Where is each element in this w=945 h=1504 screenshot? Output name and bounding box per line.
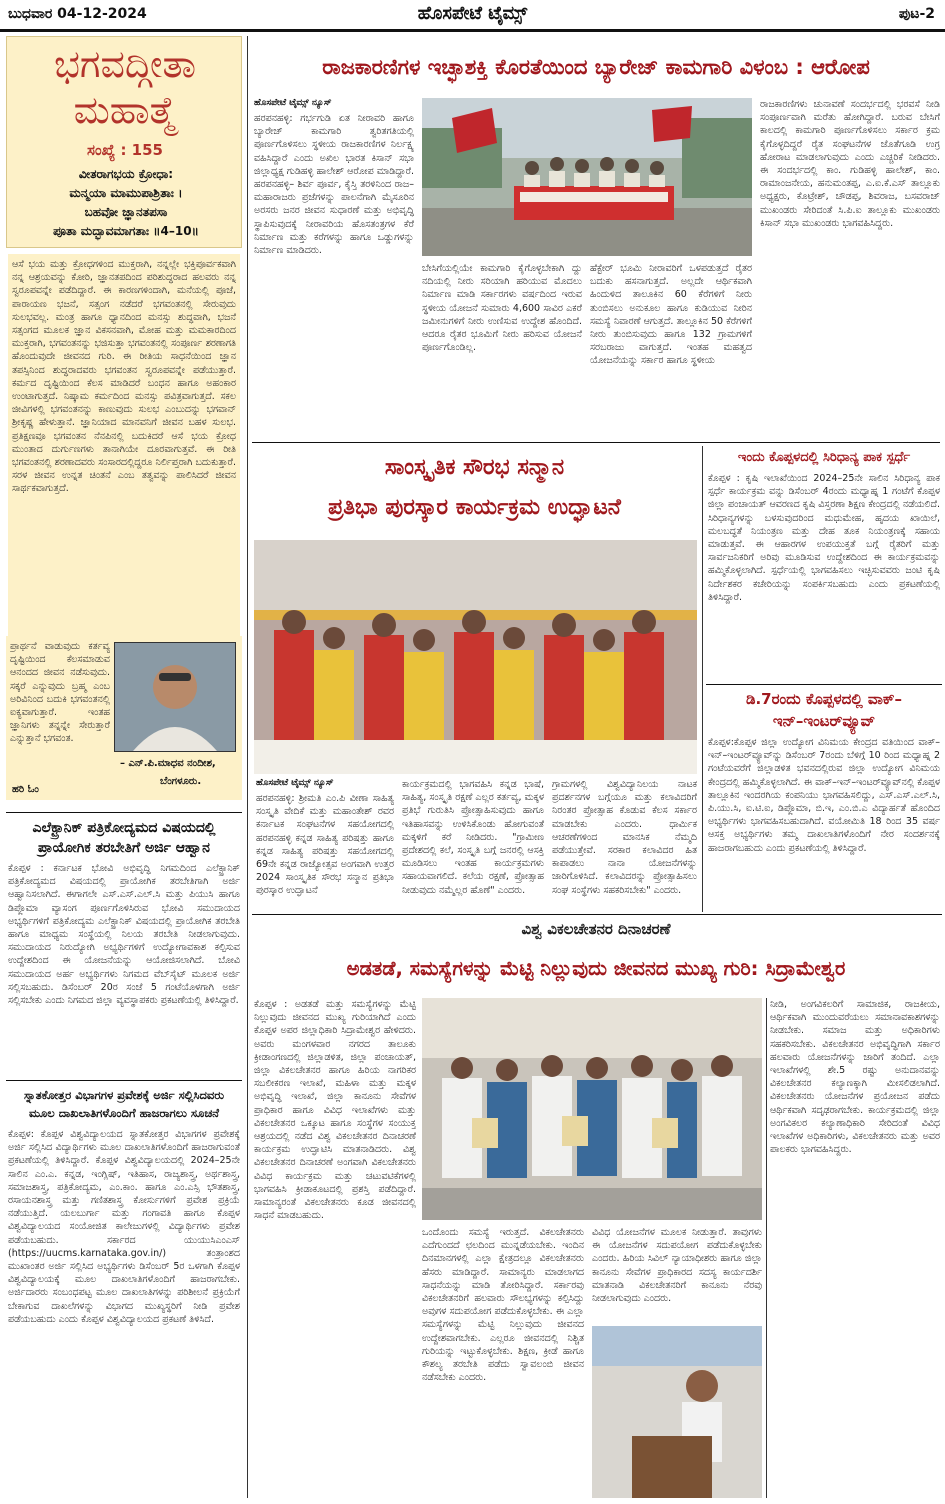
pg-body: ಕೊಪ್ಪಳ: ಕೊಪ್ಪಳ ವಿಶ್ವವಿದ್ಯಾಲಯದ ಸ್ನಾತಕೋತ್ತರ ವಿಭಾಗಗಳ ಪ್ರವೇಶಕ್ಕೆ ಅರ್ಜಿ ಸಲ್ಲಿಸಿದ ವಿದ್ಯಾರ್ಥಿಗಳು ಮೂಲ ದಾಖಲಾತಿಗಳೊಂದಿಗೆ ಹಾಜರಾಗುವಂತೆ ಪ್ರಕಟಣೆಯಲ್ಲಿ ತಿಳಿಸಿದ್ದಾರೆ. ಕೊಪ್ಪಳ ವಿಶ್ವವಿದ್ಯಾಲಯದಲ್ಲಿ 2024–25ನೇ ಸಾಲಿನ ಎಂ.ಎ. ಕನ್ನಡ, ಇಂಗ್ಲಿಷ್, ಇತಿಹಾಸ, ರಾಜ್ಯಶಾಸ್ತ್ರ, ಅರ್ಥಶಾಸ್ತ್ರ, ಸಮಾಜಶಾಸ್ತ್ರ, ಪತ್ರಿಕೋದ್ಯಮ, ಎಂ.ಕಾಂ. ಹಾಗೂ ಎಂ.ಎಸ್ಸಿ ಭೌತಶಾಸ್ತ್ರ, ರಸಾಯನಶಾಸ್ತ್ರ ಮತ್ತು ಗಣಿತಶಾಸ್ತ್ರ ಕೋರ್ಸುಗಳಿಗೆ ಪ್ರವೇಶ ಪ್ರಕ್ರಿಯೆ ನಡೆಯುತ್ತಿದೆ. ಯಲಬುರ್ಗಾ ಮತ್ತು ಗಂಗಾವತಿ ಹಾಗೂ ಕೊಪ್ಪಳ ವಿಶ್ವವಿದ್ಯಾಲಯದ ಸಂಯೋಜಿತ ಕಾಲೇಜುಗಳಲ್ಲಿ ವಿದ್ಯಾರ್ಥಿಗಳು ಪ್ರವೇಶ ಪಡೆಯಬಹುದು. ಸರ್ಕಾರದ ಯುಯುಸಿಎಂಎಸ್ (https://uucms.karnataka.gov.in/) ತಂತ್ರಾಂಶದ ಮುಖಾಂತರ ಅರ್ಜಿ ಸಲ್ಲಿಸಿದ ಅಭ್ಯರ್ಥಿಗಳು ಡಿಸೆಂಬರ್ 5ರ ಒಳಗಾಗಿ ಕೊಪ್ಪಳ ವಿಶ್ವವಿದ್ಯಾಲಯಕ್ಕೆ ಮೂಲ ದಾಖಲಾತಿಗಳೊಂದಿಗೆ ಹಾಜರಾಗಬೇಕು. ಅರ್ಜಿದಾರರು ಸಂಬಂಧಪಟ್ಟ ಮೂಲ ದಾಖಲಾತಿಗಳನ್ನು ಪರಿಶೀಲನೆ ಪ್ರಕ್ರಿಯೆಗೆ ಬೇಕಾಗುವ ದಾಖಲೆಗಳನ್ನು ವಿಭಾಗದ ಮುಖ್ಯಸ್ಥರಿಗೆ ನೀಡಿ ಪ್ರವೇಶ ಪಡೆಯಬಹುದು ಎಂದು ಕೊಪ್ಪಳ ವಿಶ್ವವಿದ್ಯಾಲಯದ ಪ್ರಕಟಣೆ ತಿಳಿಸಿದೆ. xyxy=(8,1129,240,1325)
protest-photo xyxy=(422,98,752,256)
pg-headline-line2: ಮೂಲ ದಾಖಲಾತಿಗಳೊಂದಿಗೆ ಹಾಜರಾಗಲು ಸೂಚನೆ xyxy=(28,1106,220,1120)
disability-column-4: ನೀಡಿ, ಅಂಗವಿಕಲರಿಗೆ ಸಾಮಾಜಿಕ, ರಾಜಕೀಯ, ಆರ್ಥಿಕವಾಗಿ ಮುಂದುವರೆಯಲು ಸಮಾನಾವಕಾಶಗಳನ್ನು ನೀಡಬೇಕು. ಸಮಾಜ ಮತ್ತು ಅಧಿಕಾರಿಗಳು ಸಹಕರಿಸಬೇಕು. ವಿಕಲಚೇತನರ ಅಭಿವೃದ್ಧಿಗಾಗಿ ಸರ್ಕಾರ ಹಲವಾರು ಯೋಜನೆಗಳನ್ನು ಜಾರಿಗೆ ತಂದಿದೆ. ಎಲ್ಲಾ ಇಲಾಖೆಗಳಲ್ಲಿ ಶೇ.5 ರಷ್ಟು ಅನುದಾನವನ್ನು ವಿಕಲಚೇತನರ ಕಲ್ಯಾಣಕ್ಕಾಗಿ ಮೀಸಲಿಡಲಾಗಿದೆ. ವಿಕಲಚೇತನರು ಯೋಜನೆಗಳ ಪ್ರಯೋಜನ ಪಡೆದು ಆರ್ಥಿಕವಾಗಿ ಸದೃಢರಾಗಬೇಕು. ಕಾರ್ಯಕ್ರಮದಲ್ಲಿ ಜಿಲ್ಲಾ ಅಂಗವಿಕಲರ ಕಲ್ಯಾಣಾಧಿಕಾರಿ ಸೇರಿದಂತೆ ವಿವಿಧ ಇಲಾಖೆಗಳ ಅಧಿಕಾರಿಗಳು, ವಿಕಲಚೇತನರು ಮತ್ತು ಅವರ ಪಾಲಕರು ಭಾಗವಹಿಸಿದ್ದರು. xyxy=(770,999,940,1156)
barrage-column-3: ಬೇಸಿಗೆಯಲ್ಲಿಯೇ ಕಾಮಗಾರಿ ಕೈಗೊಳ್ಳಬೇಕಾಗಿ ದ್ದು ನದಿಯಲ್ಲಿ ನೀರು ಸರಿಯಾಗಿ ಹರಿಯುವ ಮೊದಲು ನಿರ್ಮಾಣ ಮಾಡಿ ಸರ್ಕಾರಗಳು ವರ್ಷದಿಂದ ಇರುವ ಸ್ಥಳೀಯ ಯೋಜನೆ ಸುಮಾರು 4,600 ಸಾವಿರ ಎಕರೆ ಜಮೀನುಗಳಿಗೆ ನೀರು ಉಣಿಸುವ ಉದ್ದೇಶ ಹೊಂದಿದೆ. ಆದರೂ ರೈತರ ಭೂಮಿಗೆ ನೀರು ಹರಿಸುವ ಯೋಜನೆ ಪೂರ್ಣಗೊಂಡಿಲ್ಲ. xyxy=(422,263,582,354)
gita-verse-2: ಮನ್ಮಯಾ ಮಾಮುಪಾಶ್ರಿತಾಃ । xyxy=(69,186,183,200)
author-portrait-icon xyxy=(115,643,235,751)
gita-closing: ಹರಿ ಓಂ xyxy=(12,784,39,795)
protest-scene-icon xyxy=(422,98,752,256)
speaker-photo xyxy=(592,1326,762,1498)
disability-event-scene-icon xyxy=(422,998,762,1220)
siridhanya-body: ಕೊಪ್ಪಳ : ಕೃಷಿ ಇಲಾಖೆಯಿಂದ 2024–25ನೇ ಸಾಲಿನ ಸಿರಿಧಾನ್ಯ ಪಾಕ ಸ್ಪರ್ಧೆ ಕಾರ್ಯಕ್ರಮ ವನ್ನು ಡಿಸೆಂಬರ್ 4ರಂದು ಮಧ್ಯಾಹ್ನ 1 ಗಂಟೆಗೆ ಕೊಪ್ಪಳ ಜಿಲ್ಲಾ ಪಂಚಾಯತ್ ಆವರಣದ ಕೃಷಿ ವಿಸ್ತರಣಾ ಶಿಕ್ಷಣ ಕೇಂದ್ರದಲ್ಲಿ ನಡೆಯಲಿದೆ. ಸಿರಿಧಾನ್ಯಗಳನ್ನು ಬಳಸುವುದರಿಂದ ಮಧುಮೇಹ, ಹೃದಯ ಖಾಯಿಲೆ, ಮಲಬದ್ಧತೆ ನಿಯಂತ್ರಣ ಮತ್ತು ದೇಹ ತೂಕ ನಿಯಂತ್ರಣಕ್ಕೆ ಸಹಾಯ ಮಾಡುತ್ತವೆ. ಈ ಆಹಾರಗಳ ಉಪಯುಕ್ತತೆ ಬಗ್ಗೆ ರೈತರಿಗೆ ಮತ್ತು ಸಾರ್ವಜನಿಕರಿಗೆ ಅರಿವು ಮೂಡಿಸುವ ಉದ್ದೇಶದಿಂದ ಈ ಕಾರ್ಯಕ್ರಮವನ್ನು ಹಮ್ಮಿಕೊಳ್ಳಲಾಗಿದೆ. ಸ್ಪರ್ಧೆಯಲ್ಲಿ ಭಾಗವಹಿಸಲು ಇಚ್ಛಿಸುವವರು ಜಂಟಿ ಕೃಷಿ ನಿರ್ದೇಶಕರ ಕಚೇರಿಯನ್ನು ಸಂಪರ್ಕಿಸಬಹುದು ಎಂದು ಪ್ರಕಟಣೆಯಲ್ಲಿ ತಿಳಿಸಿದ್ದಾರೆ. xyxy=(708,473,940,603)
gita-commentary-2: ಪ್ರಾರ್ಥನೆ ವಾಡುವುದು ಕರ್ತವ್ಯ ದೃಷ್ಟಿಯಿಂದ ಕೆಲಸಮಾಡುವ ಆನಂದದ ಜೀವನ ನಡೆಸುವುದು. ಸಕ್ಕರೆ ಎನ್ನುವುದು ಬ್ರಹ್ಮ ಎಂಬ ಅರಿವಿನಿಂದ ಬದುಕಿ ಭಗವಂತನಲ್ಲಿ ಐಕ್ಯವಾಗುತ್ತಾರೆ. ಇಂತಹ ಜ್ಞಾನಿಗಳು ತನ್ನನ್ನೇ ಸೇರುತ್ತಾರೆ ಎನ್ನುತ್ತಾನೆ ಭಗವಂತ. xyxy=(10,641,110,745)
siridhanya-headline: ಇಂದು ಕೊಪ್ಪಳದಲ್ಲಿ ಸಿರಿಧಾನ್ಯ ಪಾಕ ಸ್ಪರ್ಧೆ xyxy=(737,450,911,465)
gita-title-line1: ಭಗವದ್ಗೀತಾ xyxy=(53,42,197,86)
barrage-byline: ಹೊಸಪೇಟೆ ಟೈಮ್ಸ್ ನ್ಯೂಸ್ xyxy=(254,98,332,108)
award-ceremony-photo xyxy=(254,540,697,774)
disability-column-2: ಒಂದೊಂದು ಸಮಸ್ಯೆ ಇರುತ್ತದೆ. ವಿಕಲಚೇತನರು ಎದೆಗುಂದದೆ ಛಲದಿಂದ ಮುನ್ನಡೆಯಬೇಕು. ಇಂದಿನ ದಿನಮಾನಗಳಲ್ಲಿ ಎಲ್ಲಾ ಕ್ಷೇತ್ರದಲ್ಲೂ ವಿಕಲಚೇತನರು ಹೆಸರು ಮಾಡಿದ್ದಾರೆ. ಸಾಮಾನ್ಯರು ಮಾಡಲಾಗದ ಸಾಧನೆಯನ್ನು ಮಾಡಿ ತೋರಿಸಿದ್ದಾರೆ. ಸರ್ಕಾರವು ವಿಕಲಚೇತನರಿಗೆ ಹಲವಾರು ಸೌಲಭ್ಯಗಳನ್ನು ಕಲ್ಪಿಸಿದ್ದು ಅವುಗಳ ಸದುಪಯೋಗ ಪಡೆದುಕೊಳ್ಳಬೇಕು. ಈ ಎಲ್ಲಾ ಸಮಸ್ಯೆಗಳನ್ನು ಮೆಟ್ಟಿ ನಿಲ್ಲುವುದು ಜೀವನದ ಉದ್ದೇಶವಾಗಬೇಕು. ಎಲ್ಲರೂ ಜೀವನದಲ್ಲಿ ನಿಶ್ಚಿತ ಗುರಿಯನ್ನು ಇಟ್ಟುಕೊಳ್ಳಬೇಕು. ಶಿಕ್ಷಣ, ಕ್ರೀಡೆ ಹಾಗೂ ಕೌಶಲ್ಯ ತರಬೇತಿ ಪಡೆದು ಸ್ವಾವಲಂಬಿ ಜೀವನ ನಡೆಸಬೇಕು ಎಂದರು. xyxy=(422,1227,584,1384)
gita-title xyxy=(7,41,243,133)
barrage-column-1: ಹರಪನಹಳ್ಳಿ: ಗರ್ಭಗುಡಿ ಏತ ನೀರಾವರಿ ಹಾಗೂ ಬ್ಯಾರೇಜ್ ಕಾಮಗಾರಿ ತ್ವರಿತಗತಿಯಲ್ಲಿ ಪೂರ್ಣಗೊಳಿಸಲು ಸ್ಥಳೀಯ ರಾಜಕಾರಣಿಗಳ ನಿರ್ಲಕ್ಷ್ಯ ವಹಿಸಿದ್ದಾರೆ ಎಂದು ಅಖಿಲ ಭಾರತ ಕಿಸಾನ್ ಸಭಾ ಜಿಲ್ಲಾಧ್ಯಕ್ಷ ಗುಡಿಹಳ್ಳಿ ಹಾಲೇಶ್ ಆರೋಪ ಮಾಡಿದ್ದಾರೆ. ಹರಪನಹಳ್ಳಿ– ಶಿರ್ವ ಪೂರ್ವ, ಕೈಸ್ತಿ ತರಳಿನಿಂದ ರಾಜ–ಮಹಾರಾಜರು ಪ್ರಜೆಗಳನ್ನು ಪಾಲನೆಗಾಗಿ ಮೈಸೂರಿನ ಅರಸರು ಜನರ ಜೀವನ ಸುಧಾರಣೆ ಮತ್ತು ಅಭಿವೃದ್ಧಿ ಸ್ಥಾಪಿಸುವುದಕ್ಕೆ ನೀರಾವರಿಯ ಹೊಸತಂತ್ರಗಳ ಕೆರೆ ನಿರ್ಮಾಣ ಮತ್ತು ಕರೆಗಳನ್ನು ಹಾಗೂ ಒಡ್ಡುಗಳನ್ನು ನಿರ್ಮಾಣ ಮಾಡಿದರು. xyxy=(254,113,414,257)
walkin-headline-line1: ಡಿ.7ರಂದು ಕೊಪ್ಪಳದಲ್ಲಿ ವಾಕ್– xyxy=(746,690,902,708)
award-ceremony-scene-icon xyxy=(254,540,697,774)
gita-number: ಸಂಖ್ಯೆ : 155 xyxy=(87,141,163,159)
barrage-column-5: ರಾಜಕಾರಣಿಗಳು ಚುನಾವಣೆ ಸಂದರ್ಭದಲ್ಲಿ ಭರವಸೆ ನೀಡಿ ಸಂಪೂರ್ಣವಾಗಿ ಮರೆತು ಹೋಗಿದ್ದಾರೆ. ಬರುವ ಬೇಸಿಗೆ ಕಾಲದಲ್ಲಿ ಕಾಮಗಾರಿ ಪೂರ್ಣಗೊಳಿಸಲು ಸರ್ಕಾರ ಕ್ರಮ ಕೈಗೊಳ್ಳದಿದ್ದರೆ ರೈತ ಸಂಘಟನೆಗಳ ಜೊತೆಗೂಡಿ ಉಗ್ರ ಹೋರಾಟ ಮಾಡಲಾಗುವುದು ಎಂದು ಎಚ್ಚರಿಕೆ ನೀಡಿದರು. ಈ ಸಂದರ್ಭದಲ್ಲಿ ಕಾಂ. ಗುಡಿಹಳ್ಳಿ ಹಾಲೇಶ್, ಕಾಂ. ರಾಮಾಂಜನೇಯ, ಹನುಮಂತಪ್ಪ, ಎ.ಐ.ಕೆ.ಎಸ್ ತಾಲ್ಲೂಕು ಅಧ್ಯಕ್ಷರು, ಕೊಟ್ರೇಶ್, ಚೌಡಪ್ಪ, ಶಿವರಾಜ, ಬಸವರಾಜ್ ಮುಖಂಡರು ಸೇರಿದಂತೆ ಸಿ.ಪಿ.ಐ ತಾಲ್ಲೂಕು ಮುಖಂಡರು ಕಿಸಾನ್ ಸಭಾ ಮುಖಂಡರು ಭಾಗವಹಿಸಿದ್ದರು. xyxy=(760,99,940,229)
issue-date: ಬುಧವಾರ 04-12-2024 xyxy=(8,6,147,22)
samskrutika-byline: ಹೊಸಪೇಟೆ ಟೈಮ್ಸ್ ನ್ಯೂಸ್ xyxy=(256,778,334,788)
gita-box xyxy=(6,36,242,248)
speaker-at-podium-icon xyxy=(592,1326,762,1498)
samskrutika-headline xyxy=(252,448,697,528)
divider xyxy=(6,1080,242,1081)
electronic-body: ಕೊಪ್ಪಳ : ಕರ್ನಾಟಕ ಭೋವಿ ಅಭಿವೃದ್ಧಿ ನಿಗಮದಿಂದ ಎಲೆಕ್ಟ್ರಾನಿಕ್ ಪತ್ರಿಕೋದ್ಯಮದ ವಿಷಯದಲ್ಲಿ ಪ್ರಾಯೋಗಿಕ ತರಬೇತಿಗಾಗಿ ಅರ್ಜಿ ಆಹ್ವಾನಿಸಲಾಗಿದೆ. ಈಗಾಗಲೇ ಎಸ್.ಎಸ್.ಎಲ್.ಸಿ ಮತ್ತು ಪಿಯುಸಿ ಹಾಗೂ ಡಿಪ್ಲೊಮಾ ವ್ಯಾಸಂಗ ಪೂರ್ಣಗೊಳಿಸಿರುವ ಭೋವಿ ಸಮುದಾಯದ ಅಭ್ಯರ್ಥಿಗಳಿಗೆ ಪತ್ರಿಕೋದ್ಯಮ ಎಲೆಕ್ಟ್ರಾನಿಕ್ ವಿಷಯದಲ್ಲಿ ಪ್ರಾಯೋಗಿಕ ತರಬೇತಿ ಹಾಗೂ ಮಾಧ್ಯಮ ಸಂಸ್ಥೆಯಲ್ಲಿ ನಿಲಯ ತರಬೇತಿ ನೀಡಲಾಗುವುದು. ಸಮುದಾಯದ ನಿರುದ್ಯೋಗಿ ಅಭ್ಯರ್ಥಿಗಳಿಗೆ ಉದ್ಯೋಗಾವಕಾಶ ಕಲ್ಪಿಸುವ ಉದ್ದೇಶದಿಂದ ಈ ಯೋಜನೆಯನ್ನು ಆಯೋಜಿಸಲಾಗಿದೆ. ಬೋವಿ ಸಮುದಾಯದ ಅರ್ಹ ಅಭ್ಯರ್ಥಿಗಳು ನಿಗಮದ ವೆಬ್‌ಸೈಟ್ ಮೂಲಕ ಅರ್ಜಿ ಸಲ್ಲಿಸಬಹುದು. ಡಿಸೆಂಬರ್ 20ರ ಸಂಜೆ 5 ಗಂಟೆಯೊಳಗಾಗಿ ಅರ್ಜಿ ಸಲ್ಲಿಸಬೇಕು ಎಂದು ನಿಗಮದ ಜಿಲ್ಲಾ ವ್ಯವಸ್ಥಾಪಕರು ಪ್ರಕಟಣೆಯಲ್ಲಿ ತಿಳಿಸಿದ್ದಾರೆ. xyxy=(8,863,240,1007)
walkin-body: ಕೊಪ್ಪಳ:ಕೊಪ್ಪಳ ಜಿಲ್ಲಾ ಉದ್ಯೋಗ ವಿನಿಮಯ ಕೇಂದ್ರದ ವತಿಯಿಂದ ವಾಕ್–ಇನ್–ಇಂಟರ್‌ವ್ಯೂವ್‌ನ್ನು ಡಿಸೆಂಬರ್ 7ರಂದು ಬೆಳಿಗ್ಗೆ 10 ರಿಂದ ಮಧ್ಯಾಹ್ನ 2 ಗಂಟೆಯವರೆಗೆ ಜಿಲ್ಲಾಡಳಿತ ಭವನದಲ್ಲಿರುವ ಜಿಲ್ಲಾ ಉದ್ಯೋಗ ವಿನಿಮಯ ಕೇಂದ್ರದಲ್ಲಿ ಹಮ್ಮಿಕೊಳ್ಳಲಾಗಿದೆ. ಈ ವಾಕ್–ಇನ್–ಇಂಟರ್‌ವ್ಯೂವ್‌ನಲ್ಲಿ ಕೊಪ್ಪಳ ತಾಲ್ಲೂಕಿನ ಇಂದರಗಿಯ ಕಂಪನಿಯು ಭಾಗವಹಿಸಲಿದ್ದು, ಎಸ್.ಎಸ್.ಎಲ್.ಸಿ, ಪಿ.ಯು.ಸಿ, ಐ.ಟಿ.ಐ, ಡಿಪ್ಲೊಮಾ, ಬಿ.ಇ, ಎಂ.ಬಿ.ಎ ವಿದ್ಯಾರ್ಹತೆ ಹೊಂದಿದ ಅಭ್ಯರ್ಥಿಗಳು ಭಾಗವಹಿಸಬಹುದಾಗಿದೆ. ವಯೋಮಿತಿ 18 ರಿಂದ 35 ವರ್ಷ ಆಸಕ್ತ ಅಭ್ಯರ್ಥಿಗಳು ತಮ್ಮ ದಾಖಲಾತಿಗಳೊಂದಿಗೆ ನೇರ ಸಂದರ್ಶನಕ್ಕೆ ಹಾಜರಾಗಬಹುದು ಎಂದು ಪ್ರಕಟಣೆಯಲ್ಲಿ ತಿಳಿಸಿದ್ದಾರೆ. xyxy=(708,737,940,854)
newspaper-title: ಹೊಸಪೇಟೆ ಟೈಮ್ಸ್ xyxy=(417,3,528,24)
gita-verse-3: ಬಹವೋ ಜ್ಞಾನತಪಸಾ xyxy=(84,205,168,219)
walkin-headline xyxy=(706,688,942,732)
author-photo xyxy=(114,642,236,752)
disability-kicker: ವಿಶ್ವ ವಿಕಲಚೇತನರ ದಿನಾಚರಣೆ xyxy=(521,920,671,938)
gita-verse-1: ವೀತರಾಗಭಯ ಕ್ರೋಧಾ: xyxy=(78,167,174,181)
pg-headline-line1: ಸ್ನಾತಕೋತ್ತರ ವಿಭಾಗಗಳ ಪ್ರವೇಶಕ್ಕೆ ಅರ್ಜಿ ಸಲ್ಲಿಸಿದವರು xyxy=(23,1088,225,1102)
divider xyxy=(6,812,242,813)
divider xyxy=(706,684,942,685)
gita-commentary: ಆಸೆ ಭಯ ಮತ್ತು ಕ್ರೋಧಗಳಿಂದ ಮುಕ್ತರಾಗಿ, ನನ್ನಲ್ಲೇ ಭಕ್ತಿಪೂರ್ವಕವಾಗಿ ನನ್ನ ಆಶ್ರಯವನ್ನು ಕೋರಿ, ಜ್ಞಾನತಪದಿಂದ ಪರಿಶುದ್ಧರಾದ ಹಲವರು ನನ್ನ ಸ್ವರೂಪವನ್ನೇ ಪಡೆದಿದ್ದಾರೆ. ಈ ಕಾರಣಗಳಿಂದಾಗಿ, ಮನೆಯಲ್ಲಿ ಪೂಜೆ, ಪಾರಾಯಣ ಭಜನೆ, ಸತ್ಸಂಗ ನಡೆದರೆ ಭಗವಂತನಲ್ಲಿ ಸೇರುವುದು ಸುಲಭವಲ್ಲ. ಮಂತ್ರ ಹಾಗೂ ಧ್ಯಾನದಿಂದ ಮನಸ್ಸು ಶುದ್ಧವಾಗಿ, ಭಜನೆ ಸತ್ಸಂಗದ ಮೂಲಕ ಜ್ಞಾನ ವಿಕಸನವಾಗಿ, ಮೋಹ ಮತ್ತು ಮಮಕಾರದಿಂದ ಮುಕ್ತರಾಗಿ, ಭಗವಂತನನ್ನು ಭಜಿಸುತ್ತಾ ಭಗವಂತನಲ್ಲಿ ಸಂಪೂರ್ಣ ಶರಣಾಗತಿ ಹೊಂದುವುದೇ ಜೀವನದ ಗುರಿ. ಈ ರೀತಿಯ ಸಾಧನೆಯಿಂದ ಜ್ಞಾನ ತಪಸ್ಸಿನಿಂದ ಶುದ್ಧರಾದವರು ಭಗವಂತನ ಸ್ವರೂಪವನ್ನೇ ಪಡೆಯುತ್ತಾರೆ. ಕರ್ಮದ ದೃಷ್ಟಿಯಿಂದ ಕೆಲಸ ಮಾಡಿದರೆ ಬಂಧನ ಹಾಗೂ ಅಹಂಕಾರ ಉಂಟಾಗುತ್ತದೆ. ನಿಷ್ಕಾಮ ಕರ್ಮದಿಂದ ಮನಸ್ಸು ಪವಿತ್ರವಾಗುತ್ತದೆ. ಸಕಲ ಜೀವಿಗಳಲ್ಲಿ ಭಗವಂತನನ್ನು ಕಾಣುವುದು ಸುಲಭ ಎಂಬುದನ್ನು ಭಗವಾನ್ ಶ್ರೀಕೃಷ್ಣ ಹೇಳುತ್ತಾನೆ. ಜ್ಞಾನಿಯಾದ ಮಾನವನಿಗೆ ಜೀವನ ಬಹಳ ಸುಲಭ. ಪ್ರತಿಕ್ಷಣವೂ ಭಗವಂತನ ನೆನಪಿನಲ್ಲಿ ಬದುಕಿದರೆ ಆಸೆ ಭಯ ಕ್ರೋಧ ಮುಂತಾದ ದುರ್ಗುಣಗಳು ತಾನಾಗಿಯೇ ದೂರವಾಗುತ್ತವೆ. ಈ ರೀತಿ ಭಗವಂತನಲ್ಲಿ ಶರಣಾದವರು ಸಂಸಾರದಲ್ಲಿದ್ದರೂ ನಿರ್ಲಿಪ್ತರಾಗಿ ಬದುಕುತ್ತಾರೆ. ಸರಳ ಜೀವನ ಉನ್ನತ ಚಿಂತನೆ ಎಂಬ ತತ್ವವನ್ನು ಪಾಲಿಸಿದರೆ ಜೀವನ ಸಾರ್ಥಕವಾಗುತ್ತದೆ. xyxy=(8,254,240,636)
disability-event-photo xyxy=(422,998,762,1220)
page-number: ಪುಟ-2 xyxy=(898,6,935,22)
walkin-headline-line2: ಇನ್–ಇಂಟರ್‌ವ್ಯೂವ್ xyxy=(772,712,876,730)
pg-headline xyxy=(8,1086,240,1122)
column-rule xyxy=(766,998,767,1498)
gita-author-city: ಬೆಂಗಳೂರು. xyxy=(160,776,202,787)
gita-title-line2: ಮಹಾತ್ಮೆ xyxy=(73,88,177,132)
samskrutika-column-3: ಗ್ರಾಮಗಳಲ್ಲಿ ವಿಶ್ವವಿದ್ಯಾನಿಲಯ ನಾಟಕ ಪ್ರದರ್ಶನಗಳ ಬಗ್ಗೆಯೂ ಮತ್ತು ಕಲಾವಿದರಿಗೆ ನಿರಂತರ ಪ್ರೋತ್ಸಾಹ ಕೊಡುವ ಕೆಲಸ ಸರ್ಕಾರ ಮಾಡಬೇಕು ಎಂದರು. ಧಾರ್ಮಿಕ ಆಚರಣೆಗಳಿಂದ ಮಾನಸಿಕ ನೆಮ್ಮದಿ ಪಡೆಯುತ್ತೇವೆ. ಸರಕಾರ ಕಲಾವಿದರ ಹಿತ ಕಾಪಾಡಲು ನಾನಾ ಯೋಜನೆಗಳನ್ನು ಜಾರಿಗೊಳಿಸಿದೆ. ಕಲಾವಿದರನ್ನು ಪ್ರೋತ್ಸಾಹಿಸಲು ಸಂಘ ಸಂಸ್ಥೆಗಳು ಸಹಕರಿಸಬೇಕು" ಎಂದರು. xyxy=(552,779,697,896)
samskrutika-column-2: ಕಾರ್ಯಕ್ರಮದಲ್ಲಿ ಭಾಗವಹಿಸಿ ಕನ್ನಡ ಭಾಷೆ, ಸಾಹಿತ್ಯ, ಸಂಸ್ಕೃತಿ ರಕ್ಷಣೆ ಎಲ್ಲರ ಕರ್ತವ್ಯ, ಮಕ್ಕಳ ಪ್ರತಿಭೆ ಗುರುತಿಸಿ ಪ್ರೋತ್ಸಾಹಿಸುವುದು ಹಾಗೂ ಇತಿಹಾಸವನ್ನು ಉಳಿಸಿಕೊಂಡು ಹೋಗುವಂತೆ ಮಕ್ಕಳಿಗೆ ಕರೆ ನೀಡಿದರು. "ಗ್ರಾಮೀಣ ಪ್ರದೇಶದಲ್ಲಿ ಕಲೆ, ಸಂಸ್ಕೃತಿ ಬಗ್ಗೆ ಜನರಲ್ಲಿ ಆಸಕ್ತಿ ಮೂಡಿಸಲು ಇಂತಹ ಕಾರ್ಯಕ್ರಮಗಳು ಸಹಾಯವಾಗಲಿದೆ. ಕಲೆಯ ರಕ್ಷಣೆ, ಪ್ರೋತ್ಸಾಹ ನೀಡುವುದು ನಮ್ಮೆಲ್ಲರ ಹೊಣೆ" ಎಂದರು. xyxy=(402,779,544,896)
column-rule xyxy=(702,446,703,912)
gita-author: – ಎನ್.ಪಿ.ಮಾಧವ ನಂದೀಶ, xyxy=(120,758,216,769)
disability-headline: ಅಡತಡೆ, ಸಮಸ್ಯೆಗಳನ್ನು ಮೆಟ್ಟಿ ನಿಲ್ಲುವುದು ಜೀವನದ ಮುಖ್ಯ ಗುರಿ: ಸಿದ್ರಾಮೇಶ್ವರ xyxy=(346,957,846,980)
electronic-headline-line1: ಎಲೆಕ್ಟ್ರಾನಿಕ್ ಪತ್ರಿಕೋದ್ಯಮದ ವಿಷಯದಲ್ಲಿ xyxy=(32,820,216,836)
samskrutika-headline-line1: ಸಾಂಸ್ಕೃತಿಕ ಸೌರಭ ಸನ್ಮಾನ xyxy=(384,455,565,480)
samskrutika-headline-line2: ಪ್ರತಿಭಾ ಪುರಸ್ಕಾರ ಕಾರ್ಯಕ್ರಮ ಉದ್ಘಾಟನೆ xyxy=(328,495,621,520)
samskrutika-column-1: ಹರಪನಹಳ್ಳಿ: ಶ್ರೀಮತಿ ಎಂ.ಪಿ ವೀಣಾ ಸಾಹಿತ್ಯ ಸಂಸ್ಕೃತಿ ವೇದಿಕೆ ಮತ್ತು ಮಹಾಂತೇಶ್ ರವರ ಕರ್ನಾಟಕ ಸಂಘಟನೆಗಳ ಸಹಯೋಗದಲ್ಲಿ ಹರಪನಹಳ್ಳಿ ಕನ್ನಡ ಸಾಹಿತ್ಯ ಪರಿಷತ್ತು ಹಾಗೂ ಕನ್ನಡ ಸಾಹಿತ್ಯ ಪರಿಷತ್ತು ಸಹಯೋಗದಲ್ಲಿ 69ನೇ ಕನ್ನಡ ರಾಜ್ಯೋತ್ಸವ ಅಂಗವಾಗಿ ಉತ್ತರ 2024 ಸಾಂಸ್ಕೃತಿಕ ಸೌರಭ ಸನ್ಮಾನ ಪ್ರತಿಭಾ ಪುರಸ್ಕಾರ ಉದ್ಘಾಟನೆ xyxy=(256,793,394,897)
disability-column-3: ವಿವಿಧ ಯೋಜನೆಗಳ ಮೂಲಕ ನೀಡುತ್ತಾರೆ. ತಾವುಗಳು ಈ ಯೋಜನೆಗಳ ಸದುಪಯೋಗ ಪಡೆದುಕೊಳ್ಳಬೇಕು ಎಂದರು. ಹಿರಿಯ ಸಿವಿಲ್ ನ್ಯಾಯಾಧೀಶರು ಹಾಗೂ ಜಿಲ್ಲಾ ಕಾನೂನು ಸೇವೆಗಳ ಪ್ರಾಧಿಕಾರದ ಸದಸ್ಯ ಕಾರ್ಯದರ್ಶಿ ಮಾತನಾಡಿ ವಿಕಲಚೇತನರಿಗೆ ಕಾನೂನು ನೆರವು ನೀಡಲಾಗುವುದು ಎಂದರು. xyxy=(592,1227,762,1305)
divider xyxy=(252,442,940,443)
barrage-column-4: ಹೆಕ್ಟೇರ್ ಭೂಮಿ ನೀರಾವರಿಗೆ ಒಳಪಡುತ್ತದೆ ರೈತರ ಬದುಕು ಹಸನಾಗುತ್ತದೆ. ಅಲ್ಲದೇ ಆರ್ಥಿಕವಾಗಿ ಹಿಂದುಳಿದ ತಾಲೂಕಿನ 60 ಕೆರೆಗಳಿಗೆ ನೀರು ತುಂಬಿಸಲು ಅನುಕೂಲ ಹಾಗೂ ಕುಡಿಯುವ ನೀರಿನ ಸಮಸ್ಯೆ ನಿವಾರಣೆ ಆಗುತ್ತದೆ. ತಾಲ್ಲೂಕಿನ 50 ಕೆರೆಗಳಿಗೆ ನೀರು ತುಂಬಿಸುವುದು ಹಾಗೂ 132 ಗ್ರಾಮಗಳಿಗೆ ಸರಬರಾಜು ವಾಗುತ್ತದೆ. ಇಂತಹ ಮಹತ್ವದ ಯೋಜನೆಯನ್ನು ಸರ್ಕಾರ ಹಾಗೂ ಸ್ಥಳೀಯ xyxy=(590,263,752,367)
divider xyxy=(252,914,942,915)
disability-column-1: ಕೊಪ್ಪಳ : ಅಡತಡೆ ಮತ್ತು ಸಮಸ್ಯೆಗಳನ್ನು ಮೆಟ್ಟಿ ನಿಲ್ಲುವುದು ಜೀವನದ ಮುಖ್ಯ ಗುರಿಯಾಗಿದೆ ಎಂದು ಕೊಪ್ಪಳ ಅಪರ ಜಿಲ್ಲಾಧಿಕಾರಿ ಸಿದ್ರಾಮೇಶ್ವರ ಹೇಳಿದರು. ಅವರು ಮಂಗಳವಾರ ನಗರದ ತಾಲೂಕು ಕ್ರೀಡಾಂಗಣದಲ್ಲಿ ಜಿಲ್ಲಾಡಳಿತ, ಜಿಲ್ಲಾ ಪಂಚಾಯತ್, ಜಿಲ್ಲಾ ವಿಕಲಚೇತನರ ಹಾಗೂ ಹಿರಿಯ ನಾಗರಿಕರ ಸಬಲೀಕರಣ ಇಲಾಖೆ, ಮಹಿಳಾ ಮತ್ತು ಮಕ್ಕಳ ಅಭಿವೃದ್ಧಿ ಇಲಾಖೆ, ಜಿಲ್ಲಾ ಕಾನೂನು ಸೇವೆಗಳ ಪ್ರಾಧಿಕಾರ ಹಾಗೂ ವಿವಿಧ ಇಲಾಖೆಗಳು ಮತ್ತು ವಿಕಲಚೇತನರ ಒಕ್ಕೂಟ ಹಾಗೂ ಸಂಸ್ಥೆಗಳ ಸಂಯುಕ್ತ ಆಶ್ರಯದಲ್ಲಿ ನಡೆದ ವಿಶ್ವ ವಿಕಲಚೇತನರ ದಿನಾಚರಣೆ ಕಾರ್ಯಕ್ರಮ ಉದ್ಘಾಟಿಸಿ ಮಾತನಾಡಿದರು. ವಿಶ್ವ ವಿಕಲಚೇತನರ ದಿನಾಚರಣೆ ಅಂಗವಾಗಿ ವಿಕಲಚೇತನರು ವಿವಿಧ ಕಾರ್ಯಕ್ರಮ ಮತ್ತು ಚಟುವಟಿಕೆಗಳಲ್ಲಿ ಭಾಗವಹಿಸಿ ಕ್ರೀಡಾಕೂಟದಲ್ಲಿ ಪ್ರಶಸ್ತಿ ಪಡೆದಿದ್ದಾರೆ. ಸಾಮಾನ್ಯರಂತೆ ವಿಕಲಚೇತನರು ಕೂಡ ಜೀವನದಲ್ಲಿ ಸಾಧನೆ ಮಾಡಬಹುದು. xyxy=(254,999,416,1222)
electronic-headline-line2: ಪ್ರಾಯೋಗಿಕ ತರಬೇತಿಗೆ ಅರ್ಜಿ ಆಹ್ವಾನ xyxy=(38,840,210,856)
barrage-headline: ರಾಜಕಾರಣಿಗಳ ಇಚ್ಛಾಶಕ್ತಿ ಕೊರತೆಯಿಂದ ಬ್ಯಾರೇಜ್ ಕಾಮಗಾರಿ ವಿಳಂಬ : ಆರೋಪ xyxy=(322,55,870,79)
gita-verse-4: ಪೂತಾ ಮದ್ಭಾವಮಾಗತಾಃ ॥4–10॥ xyxy=(53,224,199,238)
column-rule xyxy=(247,36,248,1498)
electronic-headline xyxy=(8,818,240,858)
